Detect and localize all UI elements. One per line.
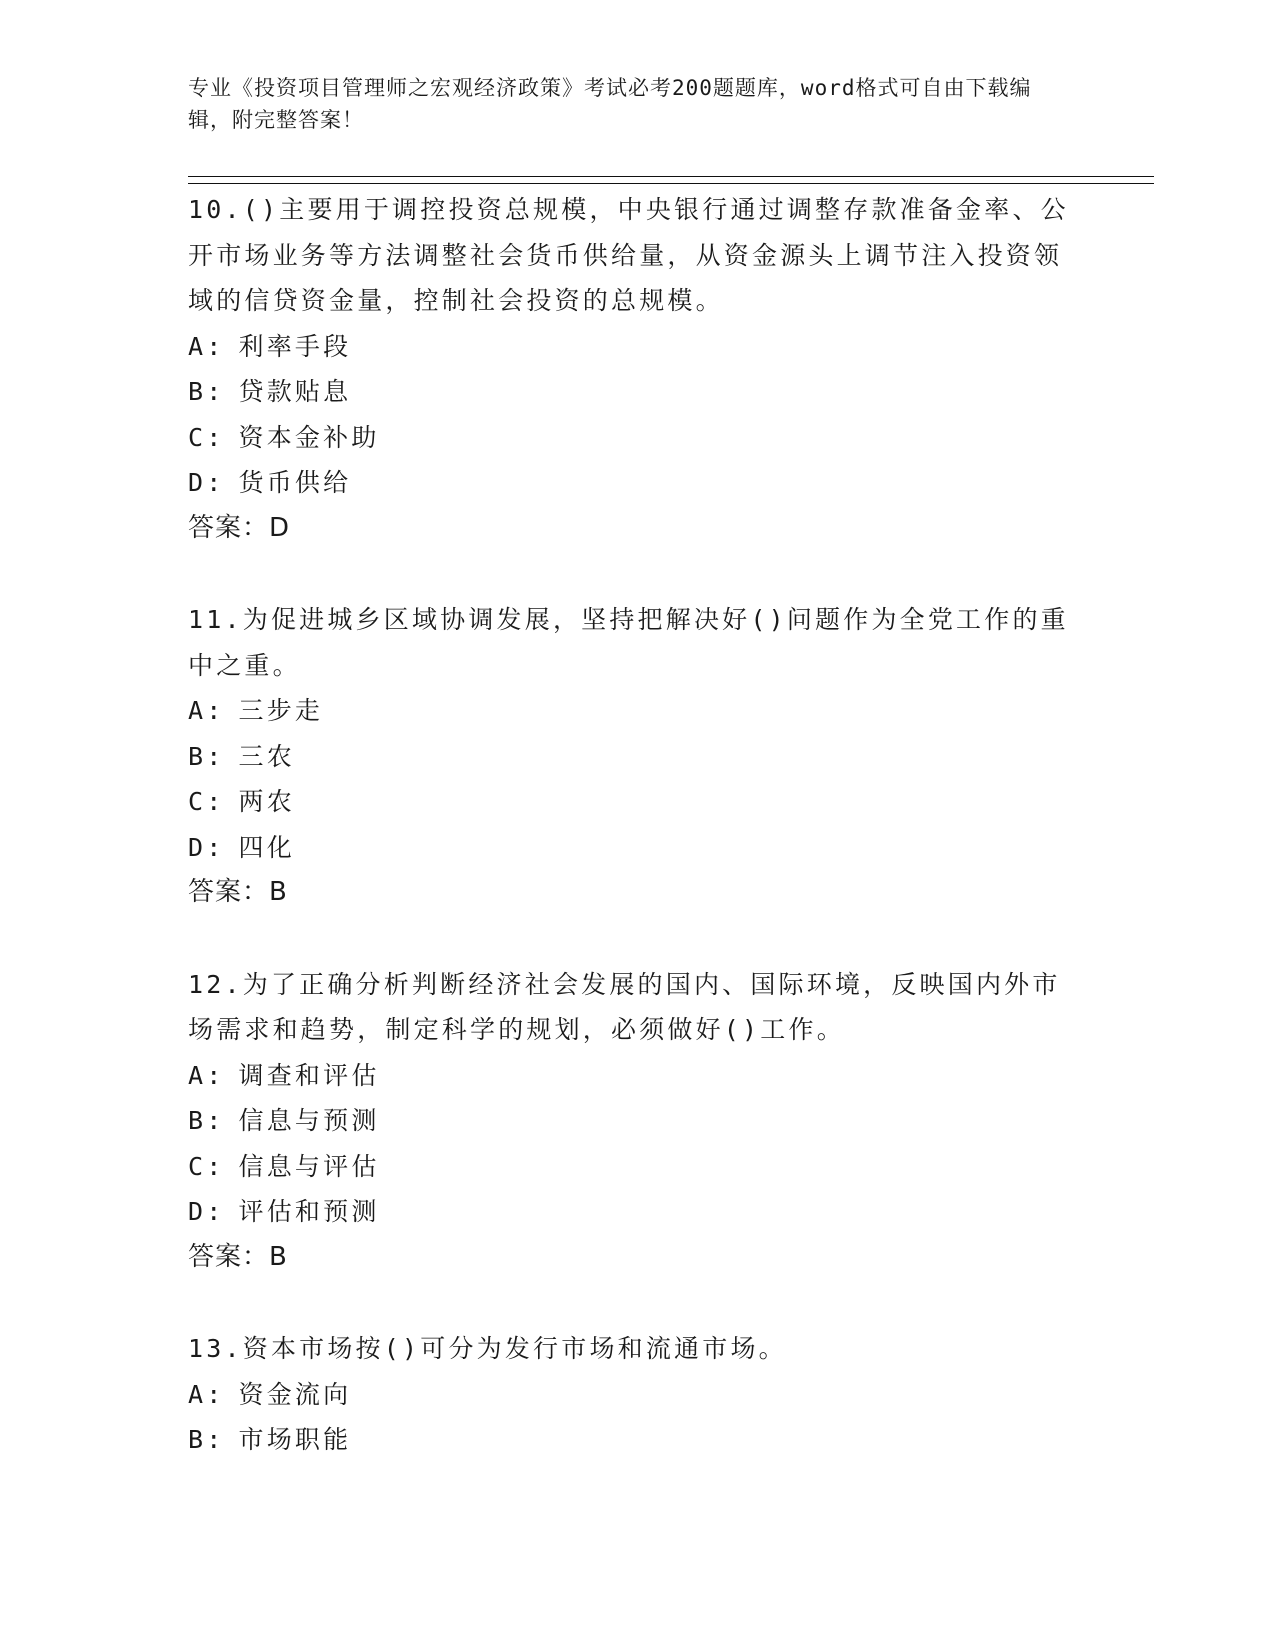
option-text: 调查和评估: [238, 1060, 380, 1090]
option-a: [188, 324, 1088, 370]
question-stem: 10.()主要用于调控投资总规模，中央银行通过调整存款准备金率、公开市场业务等方法调整社会货币供给量，从资金源头上调节注入投资领域的信贷资金量，控制社会投资的总规模。: [188, 195, 1069, 315]
option-text: 信息与评估: [238, 1151, 380, 1181]
option-text: 四化: [238, 832, 295, 862]
question-gap: [188, 1280, 1088, 1326]
option-letter: D:: [188, 832, 225, 862]
option-b: [188, 369, 1088, 415]
option-letter: A:: [188, 696, 225, 725]
answer-line: 答案：D: [188, 512, 291, 543]
option-text: 两农: [238, 787, 295, 816]
option-letter: B:: [188, 1106, 225, 1135]
option-letter: B:: [188, 1425, 225, 1454]
option-letter: B:: [188, 377, 225, 406]
option-text: 三步走: [238, 696, 324, 725]
document-header: 专业《投资项目管理师之宏观经济政策》考试必考200题题库，word格式可自由下载编辑，附完整答案！: [188, 76, 1032, 132]
option-text: 利率手段: [238, 331, 352, 361]
question-stem: 12.为了正确分析判断经济社会发展的国内、国际环境，反映国内外市场需求和趋势，制定科学的规划，必须做好()工作。: [188, 969, 1061, 1044]
option-text: 贷款贴息: [238, 377, 352, 406]
question-12: [188, 962, 1088, 1281]
option-letter: D:: [188, 468, 225, 497]
option-a: [188, 1053, 1088, 1099]
answer-line: 答案：B: [188, 1241, 288, 1272]
option-text: 信息与预测: [238, 1106, 380, 1135]
header-divider-bottom: [188, 183, 1154, 184]
option-a: [188, 688, 1088, 734]
option-a: [188, 1372, 1088, 1418]
option-b: [188, 734, 1088, 780]
question-stem: 11.为促进城乡区域协调发展，坚持把解决好()问题作为全党工作的重中之重。: [188, 605, 1069, 680]
question-list: [188, 187, 1088, 1463]
header-divider-top: [188, 176, 1154, 177]
option-text: 市场职能: [238, 1425, 352, 1454]
question-10: [188, 187, 1088, 551]
option-letter: A:: [188, 1379, 225, 1409]
option-b: [188, 1417, 1088, 1463]
option-letter: C:: [188, 422, 225, 452]
option-text: 资金流向: [238, 1379, 352, 1409]
question-13: [188, 1326, 1088, 1463]
option-letter: A:: [188, 331, 225, 361]
option-c: [188, 415, 1088, 461]
option-letter: A:: [188, 1060, 225, 1090]
option-text: 三农: [238, 741, 295, 771]
question-gap: [188, 916, 1088, 962]
option-d: [188, 1189, 1088, 1235]
option-b: [188, 1098, 1088, 1144]
answer-line: 答案：B: [188, 877, 288, 907]
option-d: [188, 460, 1088, 506]
option-letter: C:: [188, 1151, 225, 1181]
option-d: [188, 825, 1088, 871]
option-text: 资本金补助: [238, 422, 380, 452]
option-c: [188, 1144, 1088, 1190]
option-text: 评估和预测: [238, 1197, 380, 1226]
question-11: [188, 597, 1088, 916]
question-stem: 13.资本市场按()可分为发行市场和流通市场。: [188, 1334, 787, 1363]
option-letter: B:: [188, 741, 225, 771]
option-letter: D:: [188, 1197, 225, 1226]
option-c: [188, 779, 1088, 825]
question-gap: [188, 551, 1088, 597]
option-text: 货币供给: [238, 468, 352, 497]
option-letter: C:: [188, 787, 225, 816]
